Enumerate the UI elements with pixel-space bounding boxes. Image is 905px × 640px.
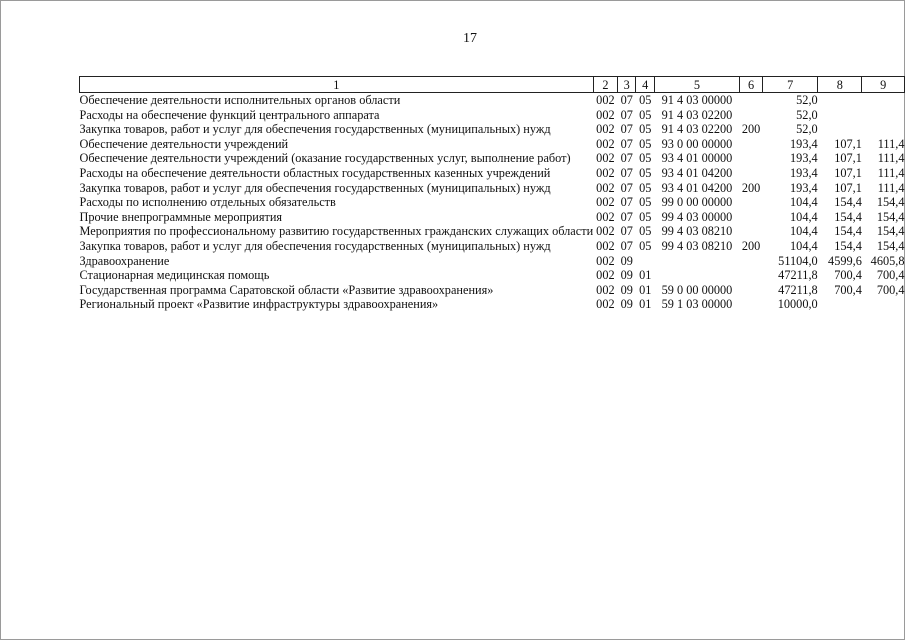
table-row (80, 210, 905, 225)
target-article-code: 59 0 00 00000 (661, 282, 733, 297)
ministry-code: 002 (596, 122, 615, 137)
amount-col-7: 193,4 (790, 136, 818, 151)
target-article-code: 99 4 03 08210 (661, 238, 733, 253)
amount-col-7: 47211,8 (778, 268, 818, 283)
amount-col-9: 154,4 (876, 238, 905, 253)
ministry-code: 002 (596, 253, 615, 268)
amount-col-9: 111,4 (877, 151, 905, 166)
subsection-code: 05 (639, 224, 652, 239)
column-header: 1 (80, 77, 594, 93)
ministry-code: 002 (596, 93, 615, 107)
amount-col-8: 700,4 (834, 268, 862, 283)
amount-col-8 (818, 122, 862, 137)
target-article-code: 91 4 03 02200 (661, 107, 733, 122)
subsection-code (636, 254, 655, 269)
expense-type-code (739, 224, 762, 239)
amount-col-9 (862, 122, 905, 137)
item-name: Мероприятия по профессиональному развитию государственных гражданских служащих области (79, 224, 594, 239)
table-row (80, 195, 905, 210)
amount-col-8: 107,1 (834, 151, 862, 166)
subsection-code: 05 (639, 195, 652, 210)
subsection-code: 05 (639, 93, 652, 107)
expense-type-code (739, 137, 762, 152)
ministry-code: 002 (596, 165, 615, 180)
ministry-code: 002 (596, 209, 615, 224)
table-body (80, 93, 905, 312)
amount-col-8: 4599,6 (828, 253, 862, 268)
target-article-code: 99 4 03 08210 (661, 224, 733, 239)
amount-col-7: 104,4 (790, 238, 818, 253)
amount-col-8: 700,4 (834, 282, 862, 297)
subsection-code: 05 (639, 165, 652, 180)
target-article-code: 99 4 03 00000 (661, 209, 733, 224)
amount-col-7: 193,4 (790, 151, 818, 166)
header-row (80, 77, 905, 93)
expense-type-code: 200 (741, 180, 761, 195)
section-code: 09 (620, 268, 633, 283)
amount-col-9: 700,4 (876, 268, 905, 283)
column-header: 8 (818, 77, 862, 93)
item-name: Региональный проект «Развитие инфраструктуры здравоохранения» (79, 297, 439, 312)
amount-col-8: 154,4 (834, 195, 862, 210)
item-name: Стационарная медицинская помощь (79, 268, 270, 283)
table-row (80, 137, 905, 152)
subsection-code: 05 (639, 136, 652, 151)
table-row (80, 108, 905, 123)
amount-col-9: 111,4 (877, 136, 905, 151)
expense-type-code: 200 (741, 122, 761, 137)
table-row (80, 181, 905, 196)
ministry-code: 002 (596, 195, 615, 210)
section-code: 07 (620, 238, 633, 253)
amount-col-8: 154,4 (834, 224, 862, 239)
amount-col-7: 47211,8 (778, 282, 818, 297)
expense-type-code (739, 108, 762, 123)
amount-col-7: 51104,0 (778, 253, 818, 268)
amount-col-9 (862, 108, 905, 123)
section-code: 09 (620, 297, 633, 312)
section-code: 09 (620, 253, 633, 268)
amount-col-9: 700,4 (876, 282, 905, 297)
subsection-code: 01 (639, 297, 652, 312)
expense-type-code: 200 (741, 238, 761, 253)
target-article-code: 93 4 01 00000 (661, 151, 733, 166)
item-name: Расходы на обеспечение функций центрального аппарата (79, 107, 380, 122)
amount-col-8 (818, 108, 862, 123)
column-header: 7 (763, 77, 818, 93)
table-row (80, 166, 905, 181)
amount-col-9: 154,4 (876, 209, 905, 224)
amount-col-8: 107,1 (834, 180, 862, 195)
subsection-code: 05 (639, 209, 652, 224)
page-number: 17 (463, 31, 477, 46)
section-code: 07 (620, 180, 633, 195)
item-name: Закупка товаров, работ и услуг для обеспечения государственных (муниципальных) нужд (79, 238, 551, 253)
amount-col-8: 107,1 (834, 165, 862, 180)
subsection-code: 05 (639, 151, 652, 166)
target-article-code: 59 1 03 00000 (661, 297, 733, 312)
expense-type-code (739, 297, 762, 312)
target-article-code: 93 0 00 00000 (661, 136, 733, 151)
ministry-code: 002 (596, 238, 615, 253)
table-row (80, 268, 905, 283)
item-name: Здравоохранение (79, 253, 170, 268)
ministry-code: 002 (596, 268, 615, 283)
section-code: 07 (620, 136, 633, 151)
amount-col-8 (818, 93, 862, 108)
amount-col-7: 104,4 (790, 209, 818, 224)
section-code: 07 (620, 195, 633, 210)
amount-col-8: 154,4 (834, 209, 862, 224)
subsection-code: 05 (639, 180, 652, 195)
amount-col-9: 154,4 (876, 195, 905, 210)
expense-type-code (739, 93, 762, 108)
item-name: Расходы на обеспечение деятельности областных государственных казенных учреждений (79, 165, 551, 180)
section-code: 07 (620, 122, 633, 137)
amount-col-9: 111,4 (877, 165, 905, 180)
table-row (80, 239, 905, 254)
column-header: 6 (739, 77, 762, 93)
subsection-code: 01 (639, 268, 652, 283)
expense-type-code (739, 268, 762, 283)
amount-col-9 (862, 93, 905, 108)
expense-type-code (739, 195, 762, 210)
item-name: Прочие внепрограммные мероприятия (79, 209, 283, 224)
amount-col-7: 193,4 (790, 165, 818, 180)
amount-col-9: 154,4 (876, 224, 905, 239)
amount-col-9: 4605,8 (870, 253, 905, 268)
amount-col-8 (818, 297, 862, 312)
amount-col-8: 154,4 (834, 238, 862, 253)
ministry-code: 002 (596, 224, 615, 239)
target-article-code (655, 254, 740, 269)
target-article-code: 99 0 00 00000 (661, 195, 733, 210)
table-row (80, 254, 905, 269)
item-name: Обеспечение деятельности учреждений (79, 136, 289, 151)
section-code: 07 (620, 165, 633, 180)
section-code: 07 (620, 151, 633, 166)
subsection-code: 01 (639, 282, 652, 297)
item-name: Обеспечение деятельности учреждений (оказание государственных услуг, выполнение работ) (79, 151, 571, 166)
table-row (80, 297, 905, 312)
section-code: 07 (620, 93, 633, 107)
ministry-code: 002 (596, 107, 615, 122)
column-header: 9 (862, 77, 905, 93)
subsection-code: 05 (639, 122, 652, 137)
amount-col-9: 111,4 (877, 180, 905, 195)
amount-col-7: 52,0 (796, 107, 818, 122)
section-code: 07 (620, 224, 633, 239)
expense-type-code (739, 151, 762, 166)
amount-col-7: 52,0 (796, 122, 818, 137)
item-name: Обеспечение деятельности исполнительных органов области (79, 93, 401, 107)
amount-col-7: 193,4 (790, 180, 818, 195)
section-code: 07 (620, 107, 633, 122)
expense-type-code (739, 210, 762, 225)
amount-col-8: 107,1 (834, 136, 862, 151)
target-article-code: 93 4 01 04200 (661, 165, 733, 180)
target-article-code: 91 4 03 02200 (661, 122, 733, 137)
amount-col-7: 52,0 (796, 93, 818, 107)
subsection-code: 05 (639, 238, 652, 253)
item-name: Закупка товаров, работ и услуг для обеспечения государственных (муниципальных) нужд (79, 122, 551, 137)
ministry-code: 002 (596, 180, 615, 195)
column-header: 4 (636, 77, 655, 93)
ministry-code: 002 (596, 136, 615, 151)
target-article-code (655, 268, 740, 283)
section-code: 09 (620, 282, 633, 297)
item-name: Государственная программа Саратовской области «Развитие здравоохранения» (79, 282, 494, 297)
column-header: 5 (655, 77, 740, 93)
subsection-code: 05 (639, 107, 652, 122)
target-article-code: 91 4 03 00000 (661, 93, 733, 107)
expense-type-code (739, 283, 762, 298)
ministry-code: 002 (596, 297, 615, 312)
item-name: Расходы по исполнению отдельных обязательств (79, 195, 336, 210)
ministry-code: 002 (596, 282, 615, 297)
budget-table (79, 76, 905, 312)
expense-type-code (739, 254, 762, 269)
column-header: 3 (618, 77, 636, 93)
expense-type-code (739, 166, 762, 181)
amount-col-7: 104,4 (790, 195, 818, 210)
item-name: Закупка товаров, работ и услуг для обеспечения государственных (муниципальных) нужд (79, 180, 551, 195)
ministry-code: 002 (596, 151, 615, 166)
table-row (80, 93, 905, 108)
table-row (80, 283, 905, 298)
column-header: 2 (593, 77, 617, 93)
table-row (80, 151, 905, 166)
amount-col-7: 10000,0 (777, 297, 818, 312)
amount-col-9 (862, 297, 905, 312)
amount-col-7: 104,4 (790, 224, 818, 239)
target-article-code: 93 4 01 04200 (661, 180, 733, 195)
table-row (80, 224, 905, 239)
table-row (80, 122, 905, 137)
section-code: 07 (620, 209, 633, 224)
